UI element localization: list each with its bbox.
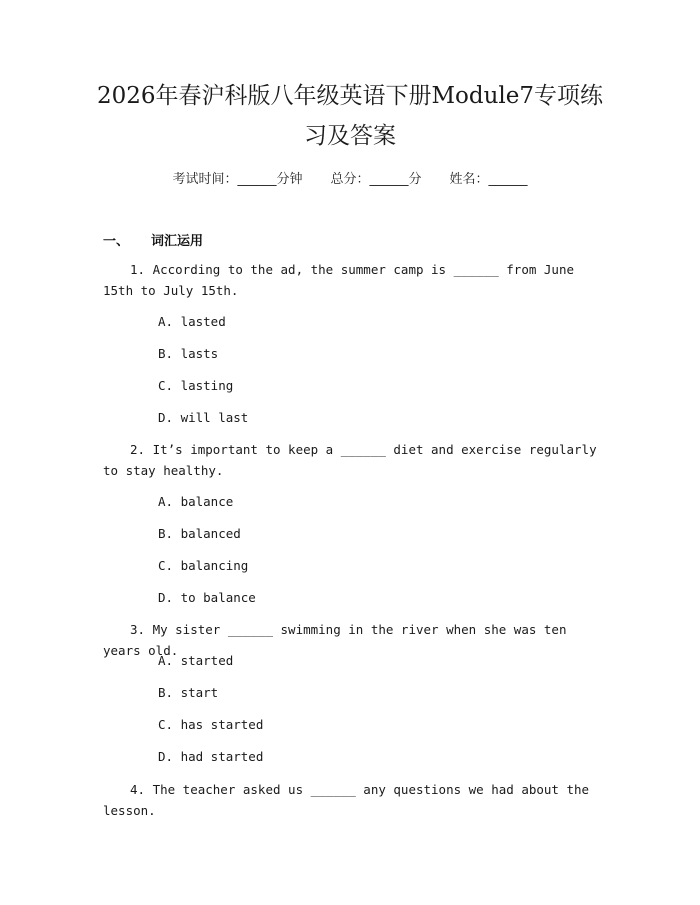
question-1-option-a: A. lasted [158,314,226,329]
exam-info-line [0,168,700,187]
question-3-option-d: D. had started [158,749,264,764]
section-heading [103,230,203,249]
question-4-text: 4. The teacher asked us ______ any questions we had about the lesson. [103,782,590,818]
name-field: 姓名：______ [449,172,528,187]
question-1-option-d: D. will last [158,410,249,425]
question-2-option-b: B. balanced [158,526,241,541]
question-3-option-b: B. start [158,685,219,700]
section-number: 一、 [103,234,130,249]
question-3-option-c: C. has started [158,717,264,732]
question-2-text: 2. It’s important to keep a ______ diet and exercise regularly to stay healthy. [103,442,597,478]
question-2-option-c: C. balancing [158,558,249,573]
question-1-option-b: B. lasts [158,346,219,361]
question-2-option-a: A. balance [158,494,234,509]
question-1-option-c: C. lasting [158,378,234,393]
exam-time-field: 考试时间：______分钟 [172,172,303,187]
question-1-text: 1. According to the ad, the summer camp is ______ from June 15th to July 15th. [103,262,575,298]
total-score-field: 总分：______分 [330,172,422,187]
question-2-option-d: D. to balance [158,590,256,605]
page-title: 2026年春沪科版八年级英语下册Module7专项练习及答案 [96,83,604,149]
question-3-option-a: A. started [158,653,234,668]
section-title: 词汇运用 [151,234,204,249]
question-3-text: 3. My sister ______ swimming in the river when she was ten years old. [103,622,567,658]
